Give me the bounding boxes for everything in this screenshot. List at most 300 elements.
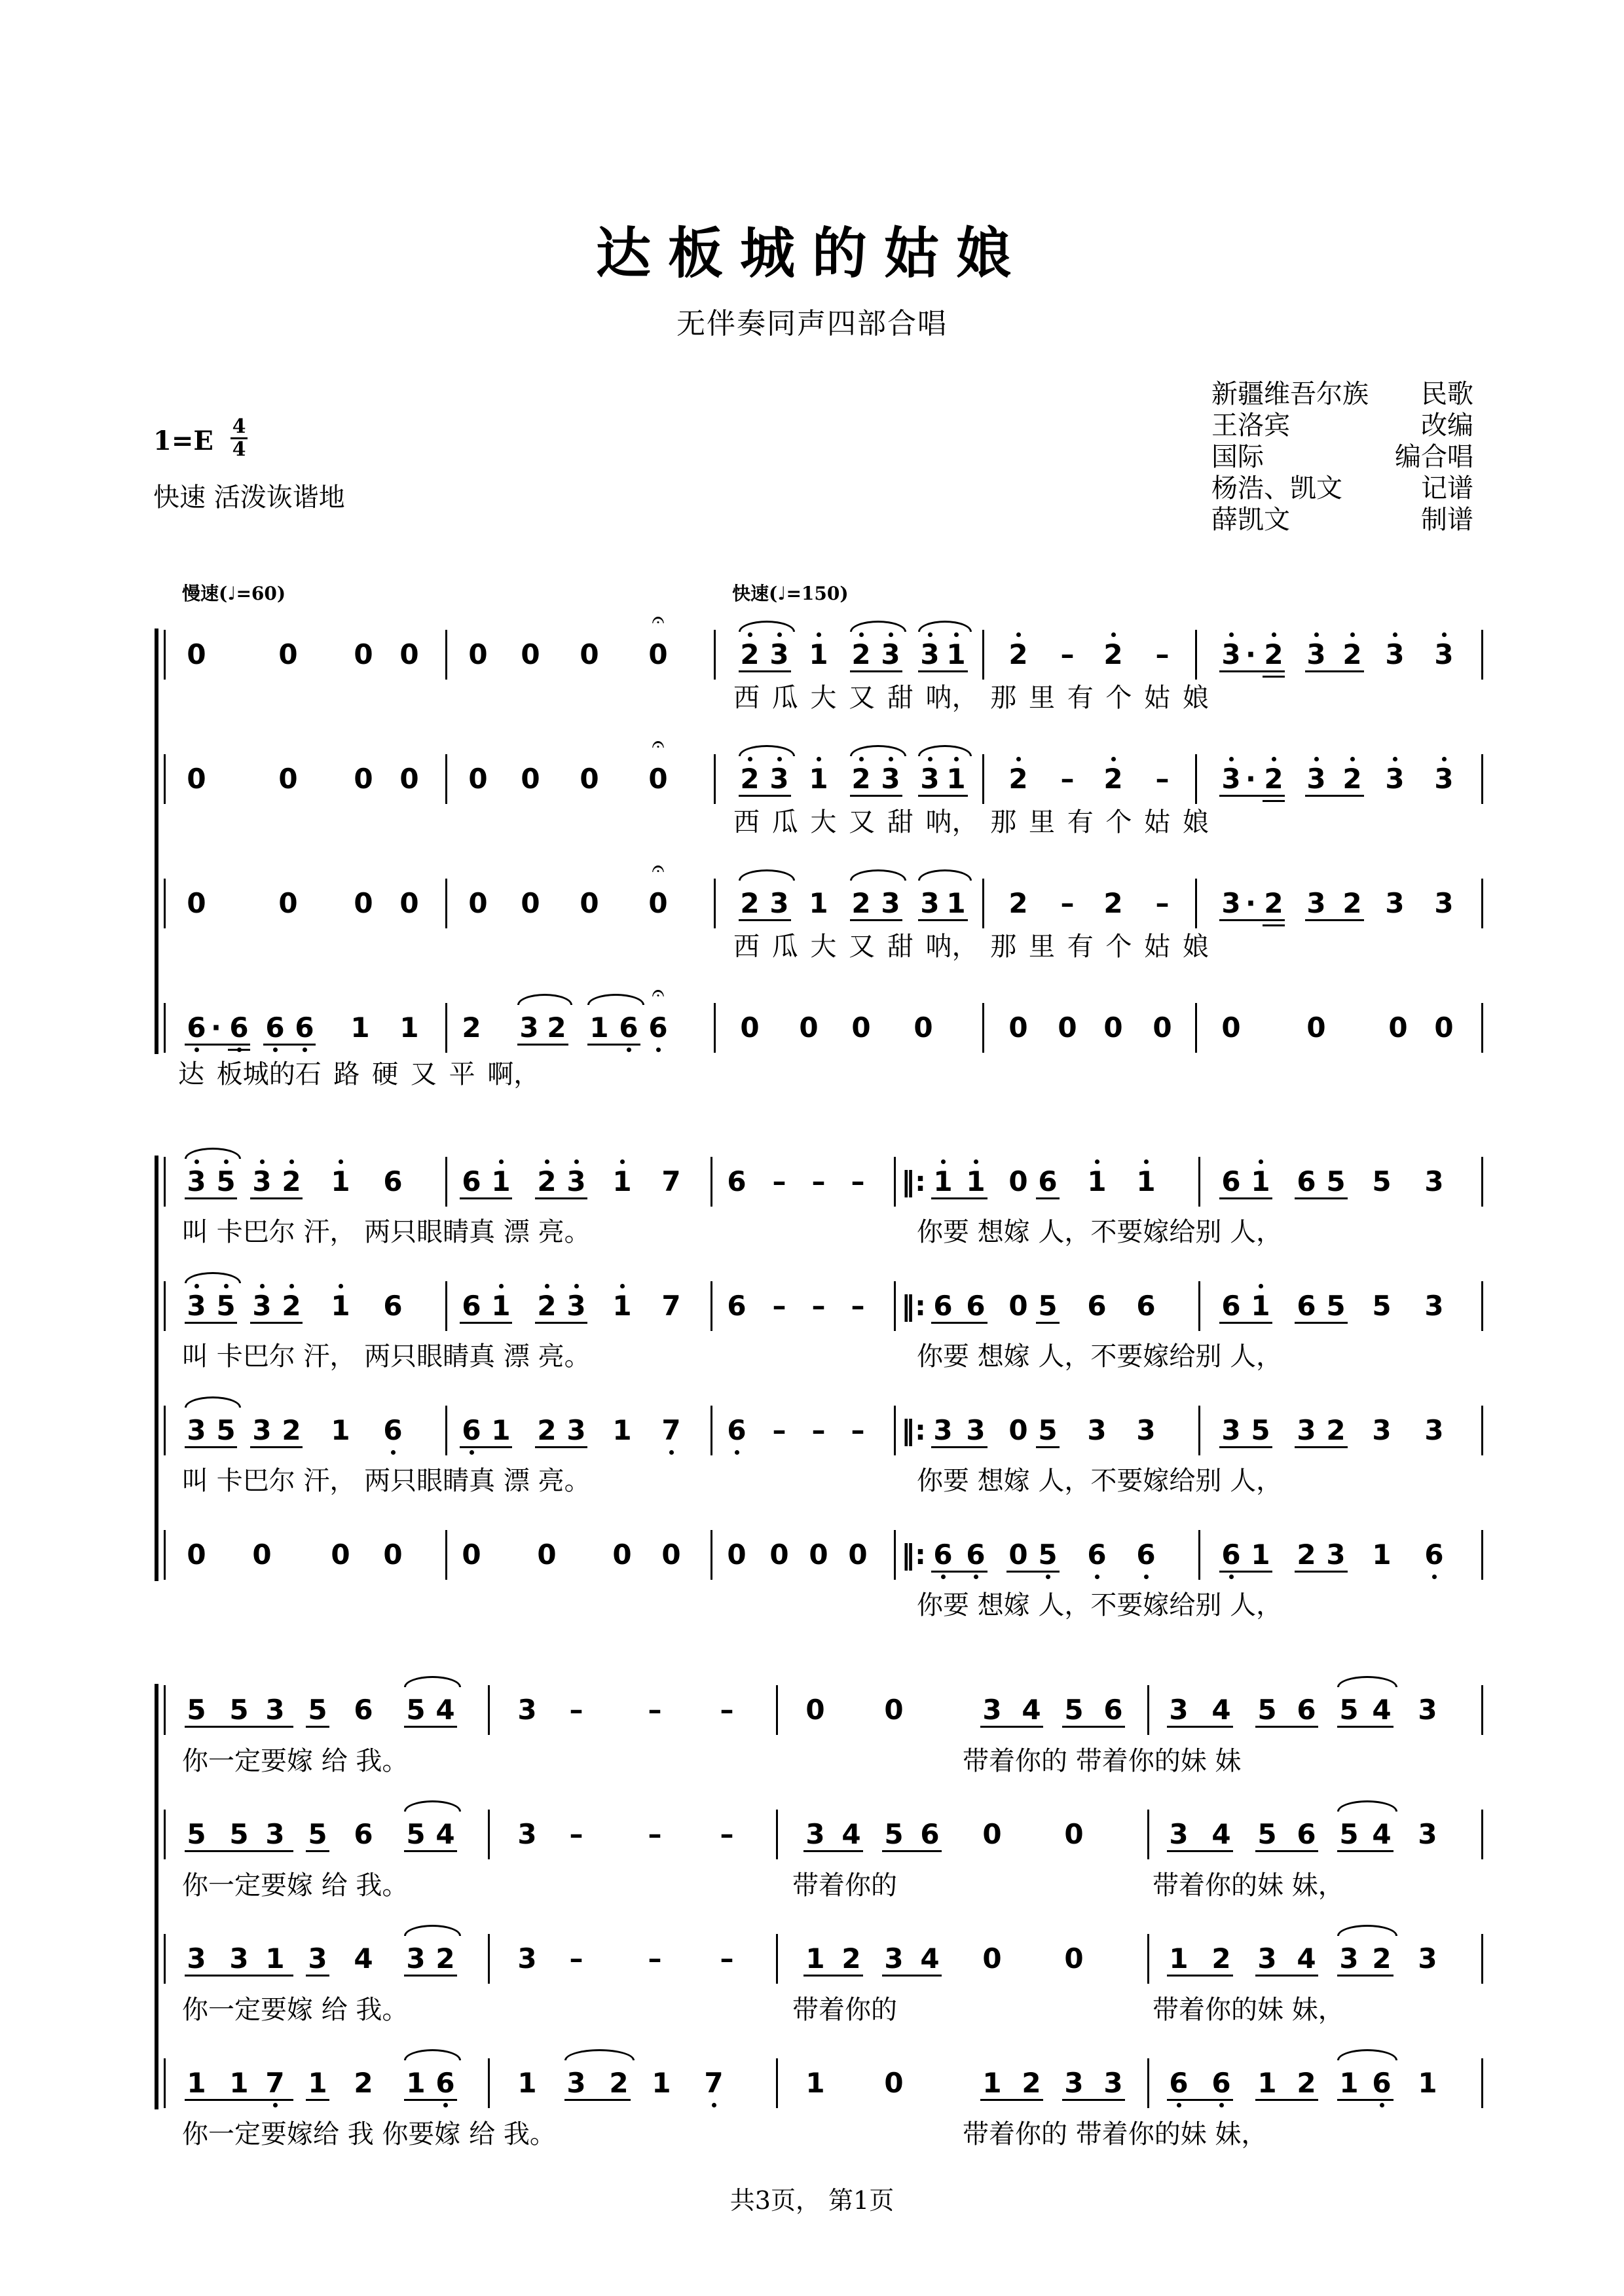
beam [931,1322,987,1324]
note: 1 [1257,2067,1277,2099]
barline [710,1281,712,1331]
barline [164,1685,166,1735]
beam [882,1975,942,1977]
note: 2 [1342,638,1362,670]
beam [1006,1571,1060,1573]
note: 3 [1418,1818,1437,1850]
note: 6 [1221,1290,1241,1322]
credit-arranger: 王洛宾 改编 [1211,410,1473,441]
note: – [851,1414,865,1446]
note: 2 [1103,763,1123,795]
note: 6 [295,1011,314,1044]
beam [460,1322,512,1324]
octave-dot [574,1159,579,1164]
note: 3 [769,887,789,919]
octave-dot [194,1159,199,1164]
note: 7 [661,1165,681,1197]
note: 2 [282,1414,301,1446]
octave-dot [194,1048,199,1052]
note: 5 [1038,1539,1058,1571]
note: 0 [648,638,668,670]
octave-dot [1111,632,1116,637]
barline [894,1406,896,1455]
beam [1337,1975,1393,1977]
beam [931,1446,987,1448]
note: 1 [1087,1165,1107,1197]
beam [250,1197,303,1199]
octave-dot [273,2103,278,2107]
octave-dot [1111,757,1116,761]
note: 1 [331,1165,350,1197]
note: 1 [809,887,828,919]
octave-dot [499,1159,504,1164]
note: 2 [1264,887,1283,919]
lyric-line: 你要 想嫁 人，不要嫁给别 人， [917,1590,1283,1620]
note: 3 [187,1414,206,1446]
note: 3 [1221,887,1241,919]
note: 0 [1103,1011,1123,1044]
fermata: 𝄐 [652,731,665,757]
octave-dot [289,1284,294,1288]
note: 0 [331,1539,350,1571]
beam [1305,919,1364,921]
note: 3 [881,638,900,670]
barline [1481,879,1483,928]
note: 2 [740,763,760,795]
note: 6 [1297,1694,1316,1726]
note: 1 [946,638,966,670]
credit-chorus: 国际 编合唱 [1211,442,1473,472]
note: 7 [661,1290,681,1322]
note: 1 [1169,1942,1189,1975]
note: 0 [1064,1942,1084,1975]
barline [1195,754,1197,804]
note: 0 [1388,1011,1408,1044]
note: 4 [1297,1942,1316,1975]
slur [850,621,906,632]
barline [710,1157,712,1207]
note: 0 [580,638,599,670]
octave-dot [391,1450,396,1455]
time-signature: 4 4 [231,416,248,460]
beam [250,1446,303,1448]
barline [488,2058,490,2108]
beam [882,1850,942,1852]
lyric-line: 你一定要嫁 给 我。 [182,1870,409,1901]
note: 1 [612,1290,632,1322]
note: 0 [727,1539,747,1571]
octave-dot [889,757,893,761]
note: 3 [1326,1539,1346,1571]
octave-dot [339,1159,343,1164]
barline [1481,1003,1483,1053]
slur [850,869,906,881]
note: 6 [727,1290,747,1322]
beam [1337,2099,1393,2101]
note: 2 [354,2067,373,2099]
slur [918,869,972,881]
octave-dot [339,1284,343,1288]
beam [931,1197,987,1199]
note: 3 [1257,1942,1277,1975]
slur [1337,1676,1397,1687]
beam [1263,676,1285,678]
note: – [720,1818,734,1850]
note: 6 [648,1011,668,1044]
barline [164,879,166,928]
beam [739,919,791,921]
note: 3 [308,1942,327,1975]
note: 0 [521,887,540,919]
note: – [1060,887,1075,919]
note: 6 [1297,1818,1316,1850]
note: – [772,1414,786,1446]
note: 2 [537,1290,557,1322]
note: 5 [308,1694,327,1726]
note: 3 [881,887,900,919]
note: 5 [187,1818,206,1850]
note: 2 [435,1942,455,1975]
octave-dot [777,632,782,637]
beam [1167,1975,1233,1977]
note: 3 [1064,2067,1084,2099]
beam [185,1850,293,1852]
note: – [569,1942,583,1975]
note: 3 [769,763,789,795]
note: 1 [1136,1165,1156,1197]
note: 4 [354,1942,373,1975]
barline [1147,1934,1149,1984]
note: 1 [1251,1539,1270,1571]
barline [445,754,447,804]
note: 0 [521,638,540,670]
note: 0 [1221,1011,1241,1044]
note: 0 [462,1539,481,1571]
note: 3 [805,1818,825,1850]
note: 1 [491,1414,511,1446]
note: 0 [521,763,540,795]
note: 0 [1434,1011,1454,1044]
beam [185,1044,250,1046]
note: 0 [580,887,599,919]
note: 1 [612,1165,632,1197]
barline [710,1406,712,1455]
note: 0 [252,1539,272,1571]
note: 3 [566,1290,586,1322]
note: 2 [1264,763,1283,795]
note: 6 [435,2067,455,2099]
note: 3 [229,1942,249,1975]
note: – [648,1942,662,1975]
beam [1219,1197,1272,1199]
barline [1198,1406,1200,1455]
octave-dot [1095,1575,1099,1579]
octave-dot [777,757,782,761]
system-brace [155,1684,158,2109]
note: 3 [519,1011,539,1044]
octave-dot [545,1284,549,1288]
slur [185,1148,241,1159]
beam [1167,1726,1233,1728]
note: – [772,1290,786,1322]
note: 3 [1169,1818,1189,1850]
beam [803,1975,863,1977]
note: 2 [851,887,871,919]
lyric-line: 西 瓜 大 又 甜 呐， 那 里 有 个 姑 娘 [733,683,1209,713]
octave-dot [260,1284,265,1288]
note: 2 [1326,1414,1346,1446]
beam [1305,670,1364,672]
beam [1219,919,1285,921]
beam [850,919,902,921]
beam [1167,2099,1233,2101]
key-signature: 1=E [153,426,213,456]
note: 0 [187,887,206,919]
note: – [1155,887,1170,919]
barline [1147,2058,1149,2108]
note: 2 [547,1011,566,1044]
note: 3 [265,1694,285,1726]
note: 1 [187,2067,206,2099]
slur [918,745,972,756]
note: – [648,1694,662,1726]
barline [982,630,984,680]
note: 1 [331,1414,350,1446]
tempo-slow: 慢速(♩=60) [182,583,286,604]
note: 6 [265,1011,285,1044]
octave-dot [1016,632,1021,637]
lyric-line: 带着你的 [792,1870,897,1901]
octave-dot [1229,632,1234,637]
beam [460,1197,512,1199]
note: 0 [809,1539,828,1571]
note: 1 [1251,1165,1270,1197]
note: 5 [308,1818,327,1850]
barline [982,1003,984,1053]
barline [1147,1810,1149,1859]
beam [404,1850,457,1852]
note: 0 [383,1539,403,1571]
score-title: 达板城的姑娘 [595,221,1028,285]
note: 6 [354,1694,373,1726]
note: 1 [1339,2067,1359,2099]
octave-dot [1229,757,1234,761]
note: 5 [406,1694,426,1726]
note: 1 [612,1414,632,1446]
note: 3 [1385,887,1405,919]
beam [263,1044,316,1046]
slur [404,2049,461,2060]
beam [185,1322,237,1324]
barline [164,1003,166,1053]
note: – [720,1694,734,1726]
beam [404,2099,457,2101]
note: – [569,1694,583,1726]
barline [445,1281,447,1331]
note: 3 [566,1414,586,1446]
note: 3 [517,1818,537,1850]
octave-dot [499,1284,504,1288]
note: 4 [920,1942,940,1975]
note: 6 [383,1290,403,1322]
barline [1198,1157,1200,1207]
note: 0 [468,763,488,795]
fermata: 𝄐 [652,980,665,1006]
octave-dot [817,757,821,761]
credit-notation: 杨浩、凯文 记谱 [1211,473,1473,503]
barline [164,1281,166,1331]
beam [1255,1726,1318,1728]
note: 3 [884,1942,904,1975]
note: 0 [187,638,206,670]
note: 0 [399,887,419,919]
note: 3 [187,1942,206,1975]
note: 1 [491,1290,511,1322]
note: 0 [648,763,668,795]
octave-dot [1219,2103,1224,2107]
beam [404,1975,457,1977]
note: 6 [966,1290,986,1322]
octave-dot [954,757,959,761]
octave-dot [620,1284,625,1288]
note: – [1060,638,1075,670]
beam [850,795,902,797]
barline [894,1157,896,1207]
barline [164,2058,166,2108]
lyric-line: 你一定要嫁 给 我。 [182,1746,409,1776]
octave-dot [224,1159,229,1164]
barline [1481,1530,1483,1580]
note: ‖: [901,1165,926,1197]
beam [185,2099,293,2101]
octave-dot [1350,757,1355,761]
barline [445,1003,447,1053]
note: 5 [1257,1818,1277,1850]
beam [803,1850,863,1852]
note: 6 [354,1818,373,1850]
note: 3 [566,2067,586,2099]
note: 2 [1211,1942,1231,1975]
note: 0 [354,638,373,670]
octave-dot [859,632,864,637]
note: 0 [354,887,373,919]
note: 4 [1211,1818,1231,1850]
beam [918,670,968,672]
beam [1295,1197,1348,1199]
note: 3 [966,1414,986,1446]
note: 0 [1058,1011,1077,1044]
tempo-fast: 快速(♩=150) [732,583,849,604]
note: 3 [1221,1414,1241,1446]
barline [1481,1685,1483,1735]
note: 0 [1008,1165,1028,1197]
note: 6 [1038,1165,1058,1197]
note: 0 [848,1539,868,1571]
system-brace [155,629,158,1054]
note: 0 [661,1539,681,1571]
beam [1263,800,1285,802]
lyric-line: 达 板城的石 路 硬 又 平 啊， [178,1059,540,1089]
beam [1263,924,1285,926]
beam [185,1726,293,1728]
note: 5 [884,1818,904,1850]
barline [445,1157,447,1207]
note: 4 [841,1818,861,1850]
slur [739,869,795,881]
octave-dot [1314,757,1319,761]
note: 1 [946,763,966,795]
note: 1 [308,2067,327,2099]
note: 1 [966,1165,986,1197]
note: 0 [399,763,419,795]
note: 3 [1169,1694,1189,1726]
note: 6 [1136,1539,1156,1571]
note: 3 [1434,887,1454,919]
barline [776,1934,778,1984]
octave-dot [941,1159,946,1164]
note: – [1155,638,1170,670]
note: 2 [537,1414,557,1446]
note: 6 [462,1165,481,1197]
octave-dot [656,1048,661,1052]
lyric-line: 你一定要嫁给 我 你要嫁 给 我。 [182,2119,556,2149]
lyric-line: 带着你的妹 妹， [1153,1995,1344,2025]
note: 0 [982,1942,1002,1975]
note: 5 [187,1694,206,1726]
octave-dot [1046,1575,1050,1579]
note: 1 [517,2067,537,2099]
barline [714,630,716,680]
slur [1337,2049,1397,2060]
note: 6 [1297,1290,1316,1322]
note: 1 [805,2067,825,2099]
note: 6 [383,1165,403,1197]
note: 0 [580,763,599,795]
barline [445,1530,447,1580]
lyric-line: 西 瓜 大 又 甜 呐， 那 里 有 个 姑 娘 [733,807,1209,837]
note: 0 [805,1694,825,1726]
octave-dot [545,1159,549,1164]
beam [460,1446,512,1448]
note: – [772,1165,786,1197]
slur [739,621,795,632]
octave-dot [889,632,893,637]
note: 1 [809,638,828,670]
note: 3 [1306,763,1326,795]
barline [776,1685,778,1735]
barline [488,1934,490,1984]
note: 0 [884,2067,904,2099]
barline [982,879,984,928]
octave-dot [1229,1575,1234,1579]
note: 5 [1257,1694,1277,1726]
note: 6 [462,1290,481,1322]
note: 3 [920,638,940,670]
octave-dot [1272,757,1276,761]
note: 0 [278,638,298,670]
slur [850,745,906,756]
beam [1255,1850,1318,1852]
barline [1147,1685,1149,1735]
note: 3 [920,763,940,795]
octave-dot [1393,632,1397,637]
barline [1481,1810,1483,1859]
octave-dot [928,632,932,637]
note: 5 [1372,1290,1392,1322]
note: 0 [278,887,298,919]
beam [1062,2099,1125,2101]
note: 2 [1008,638,1028,670]
